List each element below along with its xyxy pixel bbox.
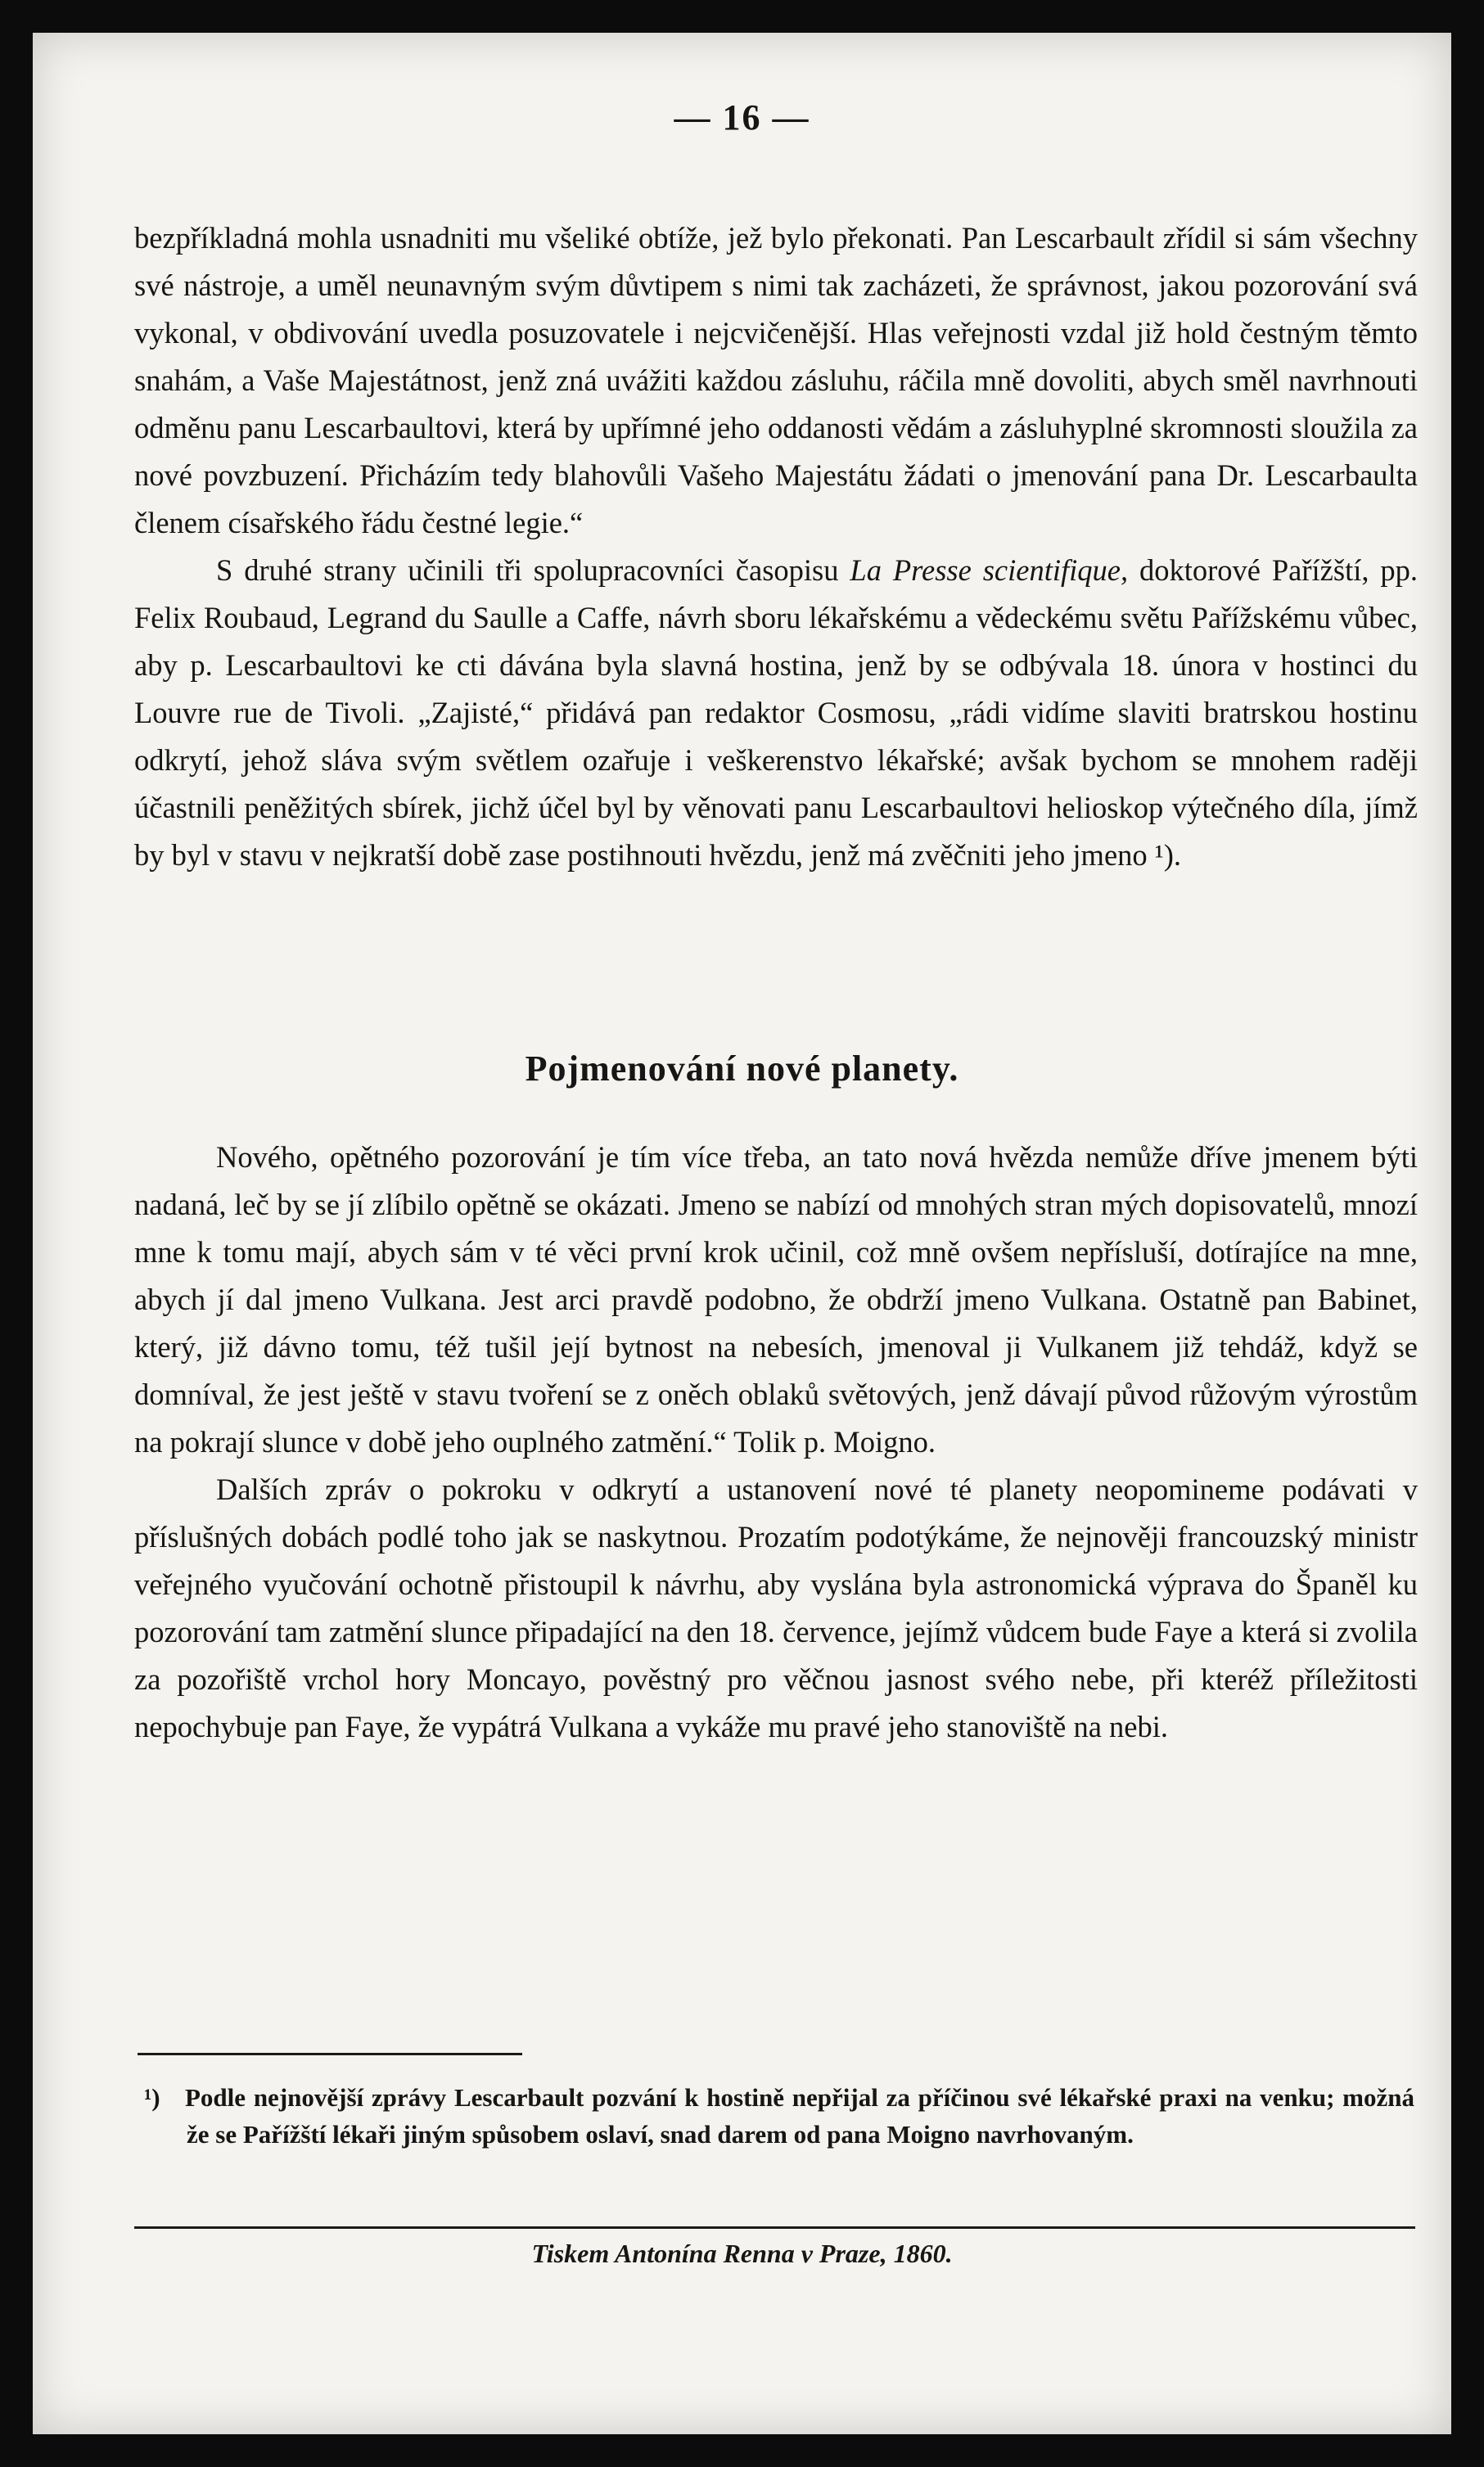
journal-title: La Presse scientifique,: [850, 553, 1129, 587]
page-number: — 16 —: [674, 97, 810, 138]
printer-imprint: Tiskem Antonína Renna v Praze, 1860.: [531, 2239, 953, 2268]
paragraph-1: bezpříkladná mohla usnadniti mu všeliké obtíže, jež bylo překonati. Pan Lescarbault zřídil si sám všechny své nástroje, a uměl neunavným svým důvtipem s nimi tak zacházeti, že správnost, jakou pozorování svá vykonal, v obdivování uvedla posuzovatele i nejcvičenější. Hlas veřejnosti vzdal již hold čestným těmto snahám, a Vaše Majestátnost, jenž zná uvážiti každou zásluhu, ráčila mně dovoliti, abych směl navrhnouti odměnu panu Lescarbaultovi, která by upřímné jeho oddanosti vědám a zásluhyplné skromnosti sloužila za nové povzbuzení. Přicházím tedy blahovůli Vašeho Majestátu žádati o jmenování pana Dr. Lescarbaulta členem císařského řádu čestné legie.“: [134, 221, 1418, 539]
paragraph-3: Nového, opětného pozorování je tím více třeba, an tato nová hvězda nemůže dříve jmenem býti nadaná, leč by se jí zlíbilo opětně se okázati. Jmeno se nabízí od mnohých stran mých dopisovatelů, mnozí mne k tomu mají, abych sám v té věci první krok učinil, což mně ovšem nepřísluší, dotírajíce na mne, abych jí dal jmeno Vulkana. Jest arci pravdě podobno, že obdrží jmeno Vulkana. Ostatně pan Babinet, který, již dávno tomu, též tušil její bytnost na nebesích, jmenoval ji Vulkanem již tehdáž, když se domníval, že jest ještě v stavu tvoření se z oněch oblaků světových, jenž dávají původ růžovým výrostům na pokrají slunce v době jeho ouplného zatmění.“ Tolik p. Moigno.: [134, 1140, 1418, 1459]
imprint-divider: [134, 2226, 1415, 2229]
paragraph-4: Dalších zpráv o pokroku v odkrytí a ustanovení nové té planety neopomineme podávati v příslušných dobách podlé toho jak se naskytnou. Prozatím podotýkáme, že nejnověji francouzský ministr veřejného vyučování ochotně přistoupil k návrhu, aby vyslána byla astronomická výprava do Španěl ku pozorování tam zatmění slunce připadající na den 18. července, jejímž vůdcem bude Faye a která si zvolila za pozořiště vrchol hory Moncayo, pověstný pro věčnou jasnost svého nebe, při kteréž příležitosti nepochybuje pan Faye, že vypátrá Vulkana a vykáže mu pravé jeho stanoviště na nebi.: [134, 1473, 1418, 1743]
paragraph-2: [134, 547, 1418, 879]
paragraph-2-rest: doktorové Pařížští, pp. Felix Roubaud, Legrand du Saulle a Caffe, návrh sboru lékařskému a vědeckému světu Pařížskému vůbec, aby p. Lescarbaultovi ke cti dávána byla slavná hostina, jenž by se odbývala 18. února v hostinci du Louvre rue de Tivoli. „Zajisté,“ přidává pan redaktor Cosmosu, „rádi vidíme slaviti bratrskou hostinu odkrytí, jehož sláva svým světlem ozařuje i veškerenstvo lékařské; avšak bychom se mnohem raději účastnili peněžitých sbírek, jichž účel byl by věnovati panu Lescarbaultovi helioskop výtečného díla, jímž by byl v stavu v nejkratší době zase postihnouti hvězdu, jenž má zvěčniti jeho jmeno ¹).: [134, 553, 1419, 872]
footnote-text: Podle nejnovější zprávy Lescarbault pozvání k hostině nepřijal za příčinou své lékařské praxi na venku; možná že se Pařížští lékaři jiným spůsobem oslaví, snad darem od pana Moigno navrhovaným.: [185, 2083, 1414, 2149]
footnote: [144, 2079, 1414, 2153]
footnote-divider: [138, 2053, 522, 2055]
paragraph-2-start: S druhé strany učinili tři spolupracovníci časopisu: [216, 553, 850, 587]
body-text-bottom: [134, 1134, 1418, 1751]
body-text-top: [134, 214, 1418, 879]
document-page: [33, 33, 1451, 2434]
footnote-mark: ¹): [144, 2083, 160, 2112]
section-heading: Pojmenování nové planety.: [525, 1049, 959, 1089]
